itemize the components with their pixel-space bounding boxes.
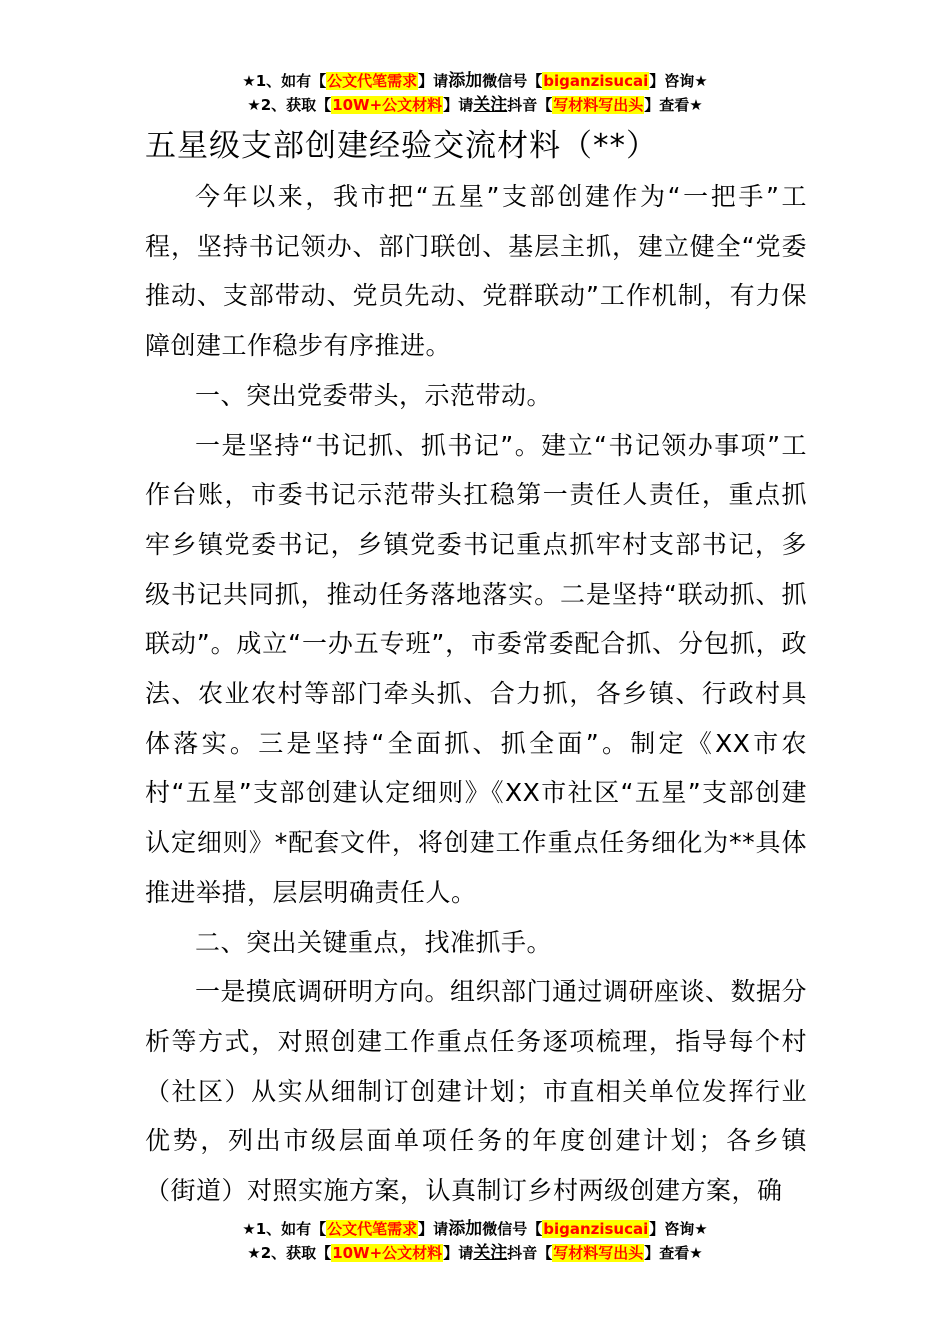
promo-footer-line-1-suffix: 】咨询★ bbox=[649, 1220, 708, 1238]
section-heading-2: 二、突出关键重点，找准抓手。 bbox=[195, 927, 553, 957]
section-heading-1: 一、突出党委带头，示范带动。 bbox=[195, 380, 553, 410]
document-title: 五星级支部创建经验交流材料（**） bbox=[145, 128, 658, 164]
paragraph-section-2: 一是摸底调研明方向。组织部门通过调研座谈、数据分析等方式，对照创建工作重点任务逐项梳理，指导每个村（社区）从实从细制订创建计划；市直相关单位发挥行业优势，列出市级层面单项任务的年度创建计划；各乡镇（街道）对照实施方案，认真制订乡村两级创建方案，确 bbox=[145, 977, 808, 1206]
promo-footer-line-2 bbox=[0, 1242, 950, 1264]
promo-line-1 bbox=[0, 70, 950, 92]
promo-line-2-follow: 关注 bbox=[473, 95, 508, 115]
promo-line-1-mid2: 微信号【 bbox=[482, 72, 543, 90]
promo-footer-line-1 bbox=[0, 1218, 950, 1240]
promo-highlight-douyin: 写材料写出头 bbox=[553, 96, 644, 114]
promo-footer-highlight-ghostwriting: 公文代笔需求 bbox=[327, 1220, 418, 1238]
promo-footer-line-1-add: 添加 bbox=[448, 1219, 483, 1239]
promo-footer-line-2-suffix: 】查看★ bbox=[644, 1244, 703, 1262]
promo-line-1-suffix: 】咨询★ bbox=[649, 72, 708, 90]
promo-footer-line-2-mid1: 】请 bbox=[443, 1244, 474, 1262]
promo-highlight-ghostwriting: 公文代笔需求 bbox=[327, 72, 418, 90]
paragraph-section-1: 一是坚持“书记抓、抓书记”。建立“书记领办事项”工作台账，市委书记示范带头扛稳第一责任人责任，重点抓牢乡镇党委书记，乡镇党委书记重点抓牢村支部书记，多级书记共同抓，推动任务落地落实。二是坚持“联动抓、抓联动”。成立“一办五专班”，市委常委配合抓、分包抓，政法、农业农村等部门牵头抓、合力抓，各乡镇、行政村具体落实。三是坚持“全面抓、抓全面”。制定《XX市农村“五星”支部创建认定细则》《XX市社区“五星”支部创建认定细则》*配套文件，将创建工作重点任务细化为**具体推进举措，层层明确责任人。 bbox=[145, 430, 807, 907]
promo-line-2-mid1: 】请 bbox=[443, 96, 474, 114]
promo-line-2-prefix: ★2、获取【 bbox=[247, 96, 332, 114]
promo-footer-line-1-mid2: 微信号【 bbox=[482, 1220, 543, 1238]
promo-highlight-wechat-id: biganzisucai bbox=[543, 72, 649, 90]
promo-line-1-prefix: ★1、如有【 bbox=[242, 72, 327, 90]
promo-footer-highlight-materials: 10W+公文材料 bbox=[332, 1244, 443, 1262]
document-body bbox=[145, 172, 807, 1216]
promo-footer-line-2-mid2: 抖音【 bbox=[507, 1244, 553, 1262]
promo-footer-line-1-mid1: 】请 bbox=[418, 1220, 449, 1238]
promo-line-2-suffix: 】查看★ bbox=[644, 96, 703, 114]
promo-line-1-mid1: 】请 bbox=[418, 72, 449, 90]
paragraph-intro: 今年以来，我市把“五星”支部创建作为“一把手”工程，坚持书记领办、部门联创、基层主抓，建立健全“党委推动、支部带动、党员先动、党群联动”工作机制，有力保障创建工作稳步有序推进。 bbox=[145, 182, 807, 361]
promo-line-1-add: 添加 bbox=[448, 71, 483, 91]
promo-footer-highlight-douyin: 写材料写出头 bbox=[553, 1244, 644, 1262]
promo-footer-highlight-wechat-id: biganzisucai bbox=[543, 1220, 649, 1238]
promo-line-2 bbox=[0, 94, 950, 116]
promo-footer-line-1-prefix: ★1、如有【 bbox=[242, 1220, 327, 1238]
promo-footer-line-2-follow: 关注 bbox=[473, 1243, 508, 1263]
promo-line-2-mid2: 抖音【 bbox=[507, 96, 553, 114]
promo-highlight-materials: 10W+公文材料 bbox=[332, 96, 443, 114]
promo-footer-line-2-prefix: ★2、获取【 bbox=[247, 1244, 332, 1262]
